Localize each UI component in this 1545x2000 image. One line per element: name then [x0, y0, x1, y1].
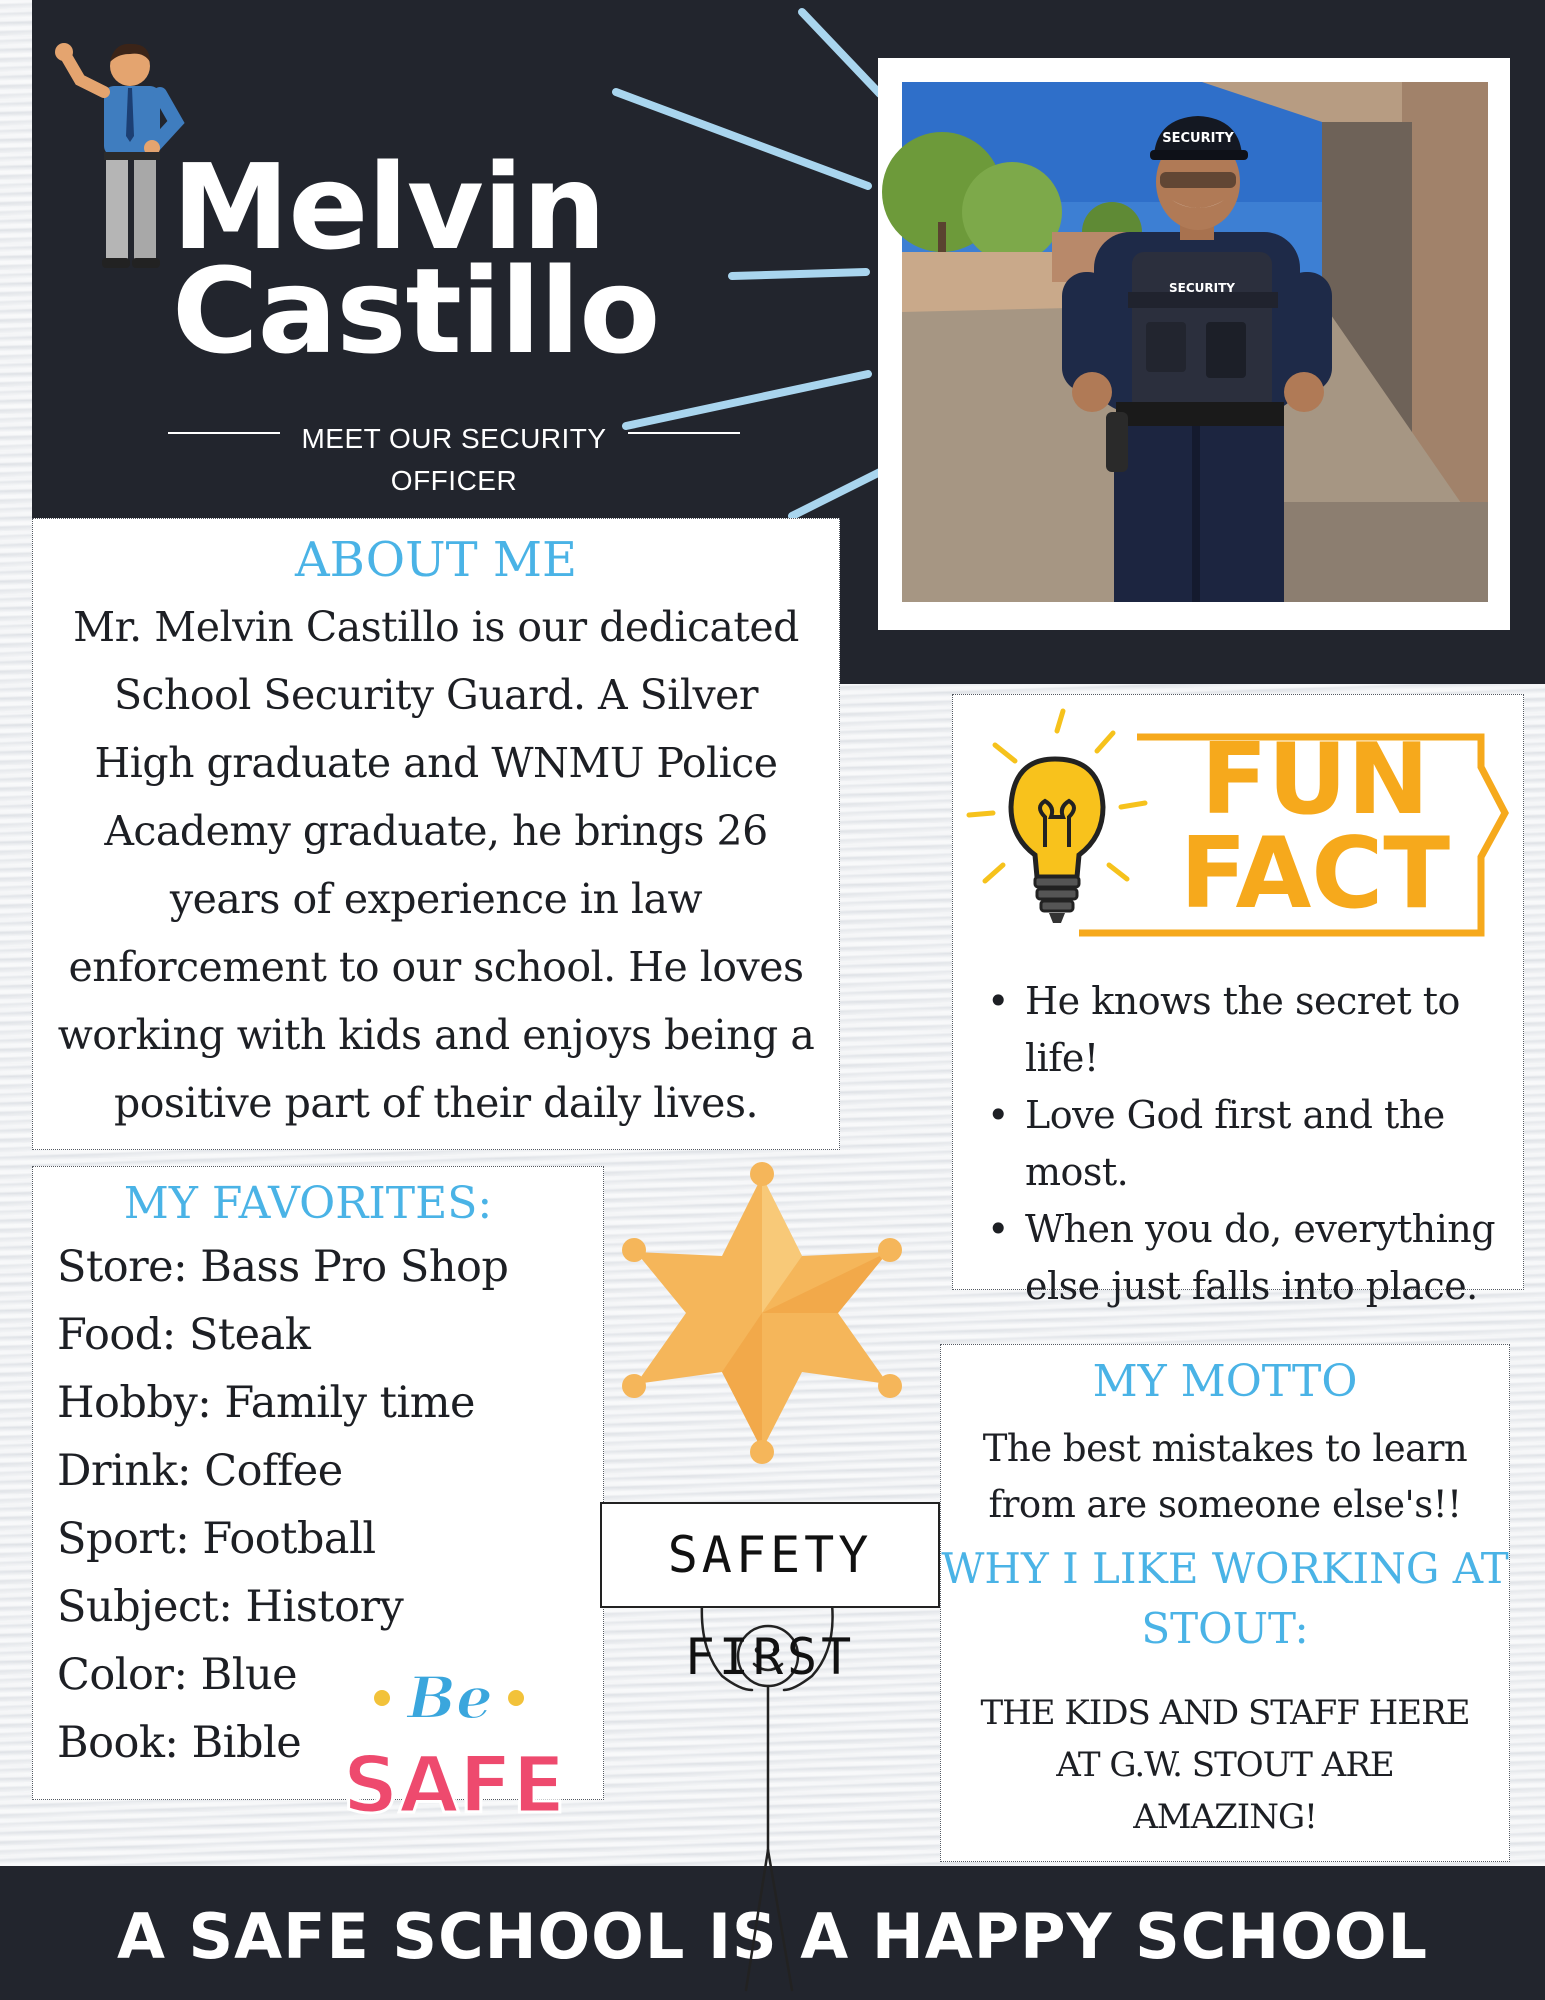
motto-heading: MY MOTTO [1092, 1356, 1358, 1407]
why-line: AMAZING! [1133, 1797, 1317, 1837]
vest-label: SECURITY [1169, 281, 1235, 295]
about-line: Academy graduate, he brings 26 [104, 807, 768, 855]
fun-fact-badge [965, 707, 1511, 957]
why-heading [941, 1539, 1509, 1659]
footer-slogan: A SAFE SCHOOL IS A HAPPY SCHOOL [116, 1900, 1429, 1973]
officer-photo [902, 82, 1488, 602]
motto-line: The best mistakes to learn [982, 1427, 1468, 1470]
favorite-item: Drink: Coffee [57, 1446, 343, 1496]
fun-fact-title-line-1: FUN [1200, 723, 1430, 837]
favorite-item: Book: Bible [57, 1718, 302, 1768]
photo-frame [878, 58, 1510, 630]
about-line: Mr. Melvin Castillo is our dedicated [73, 603, 799, 651]
subtitle [168, 418, 740, 502]
be-safe-sticker [342, 1652, 566, 1842]
cap-label: SECURITY [1162, 131, 1234, 146]
why-heading-line-2: STOUT: [1141, 1604, 1309, 1653]
motto-line: from are someone else's!! [988, 1483, 1462, 1526]
fun-fact-item [977, 1201, 1517, 1315]
first-name: Melvin [172, 138, 606, 276]
about-me-heading: ABOUT ME [294, 532, 578, 588]
favorite-item: Sport: Football [57, 1514, 376, 1564]
about-line: working with kids and enjoys being a [57, 1011, 815, 1059]
favorite-item: Food: Steak [57, 1310, 311, 1360]
about-me-panel [32, 518, 840, 1150]
about-line: positive part of their daily lives. [113, 1079, 759, 1127]
favorite-item: Color: Blue [57, 1650, 298, 1700]
why-line: AT G.W. STOUT ARE [1056, 1745, 1394, 1785]
about-line: School Security Guard. A Silver [113, 671, 759, 719]
about-me-text [33, 593, 839, 1137]
why-line: THE KIDS AND STAFF HERE [980, 1693, 1470, 1733]
sticker-line-2: SAFE [342, 1741, 566, 1831]
why-heading-line-1: WHY I LIKE WORKING AT [941, 1544, 1509, 1593]
fun-fact-item [977, 973, 1517, 1087]
fun-fact-item [977, 1087, 1517, 1201]
fun-fact-list [977, 973, 1517, 1315]
fun-fact-text: most. [1025, 1150, 1129, 1194]
favorite-item: Hobby: Family time [57, 1378, 475, 1428]
subtitle-line-1: MEET OUR SECURITY [301, 423, 607, 454]
favorite-item: Subject: History [57, 1582, 404, 1632]
about-line: enforcement to our school. He loves [68, 943, 804, 991]
why-text [941, 1687, 1509, 1843]
sticker-line-1: Be [407, 1664, 493, 1732]
safety-first-sign: SAFETY FIRST [600, 1502, 940, 1608]
motto-text [941, 1421, 1509, 1533]
sheriff-star-icon [616, 1160, 908, 1466]
subtitle-line-2: OFFICER [390, 465, 518, 496]
motto-panel [940, 1344, 1510, 1862]
fun-fact-text: else just falls into place. [1025, 1264, 1478, 1308]
favorite-item: Store: Bass Pro Shop [57, 1242, 509, 1292]
about-line: years of experience in law [169, 875, 703, 923]
fun-fact-text: Love God first and the [1025, 1093, 1445, 1137]
fun-fact-panel [952, 694, 1524, 1308]
fun-fact-text: He knows the secret to life! [1025, 979, 1460, 1080]
fun-fact-text: When you do, everything [1025, 1207, 1496, 1251]
last-name: Castillo [172, 242, 660, 380]
about-line: High graduate and WNMU Police [94, 739, 778, 787]
favorites-heading: MY FAVORITES: [123, 1178, 493, 1229]
officer-name [172, 138, 692, 380]
fun-fact-title-line-2: FACT [1179, 817, 1451, 931]
